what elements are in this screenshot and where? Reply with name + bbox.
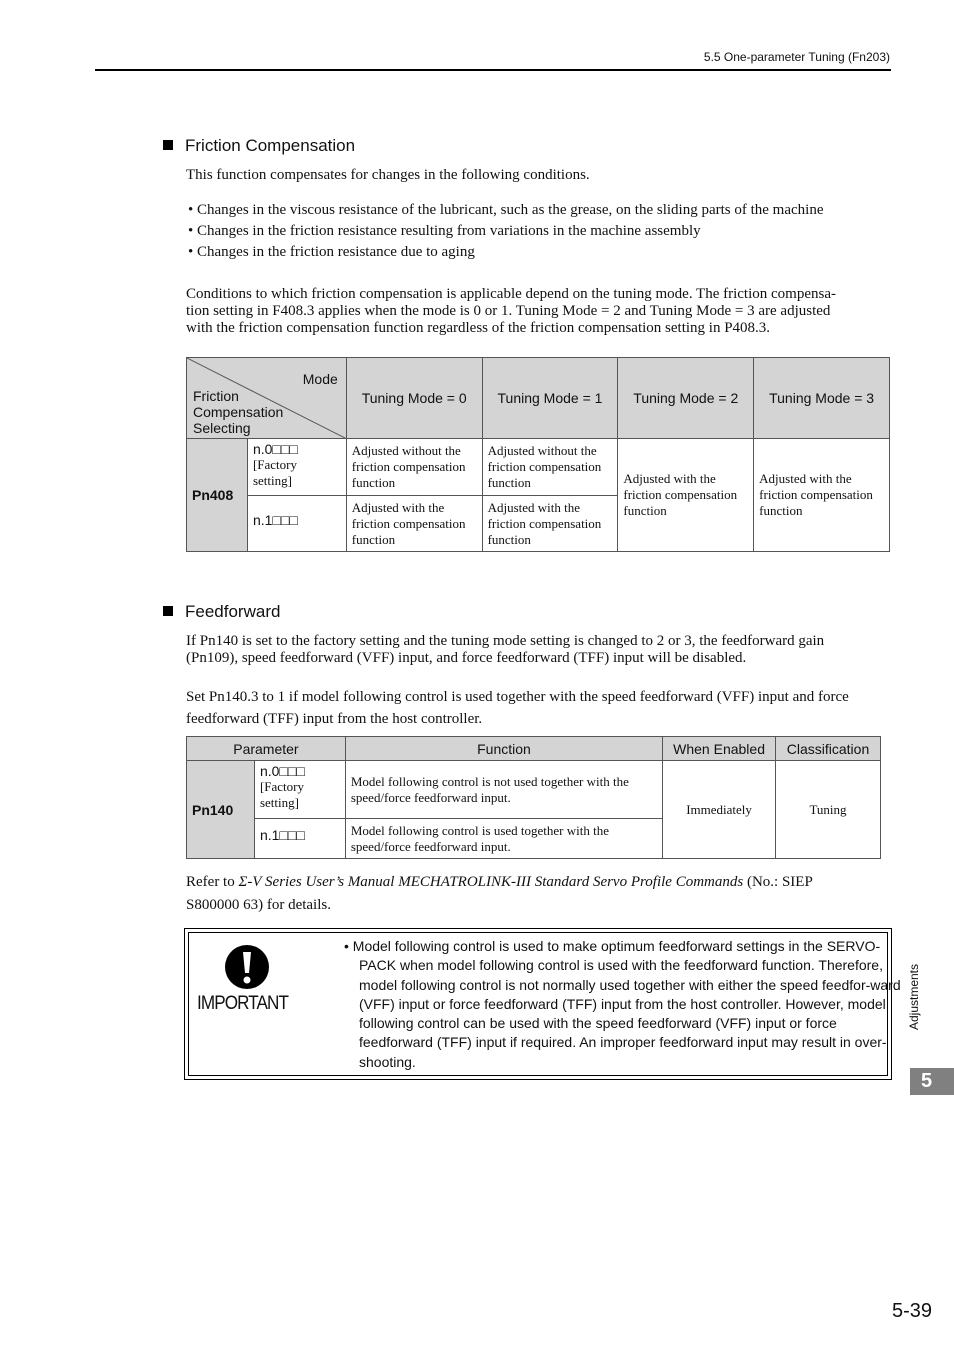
table-cell: Adjusted with the friction compensation function	[346, 496, 482, 552]
bullet-item: • Changes in the friction resistance due to aging	[188, 244, 475, 260]
table-cell: Adjusted without the friction compensation function	[482, 439, 618, 496]
heading-text: Friction Compensation	[185, 136, 356, 155]
manual-title: Σ-V Series User’s Manual MECHATROLINK-III Standard Servo Profile Commands	[238, 874, 744, 890]
feedforward-parameter-table	[186, 736, 881, 859]
col-header-mode-2: Tuning Mode = 2	[618, 358, 754, 439]
chapter-side-label: Adjustments	[907, 963, 921, 1031]
table-cell: Adjusted with the friction compensation function	[482, 496, 618, 552]
bullet-item: • Changes in the friction resistance resulting from variations in the machine assembly	[188, 223, 701, 239]
chapter-tab: 5	[910, 1068, 954, 1095]
function-cell: Model following control is used together with the speed/force feedforward input.	[345, 819, 662, 859]
reference-note: Refer to Σ-V Series User’s Manual MECHATROLINK-III Standard Servo Profile Commands (No.: SIEP S800000 63) for details.	[186, 874, 813, 913]
section-heading-feedforward	[163, 602, 280, 622]
col-header-parameter: Parameter	[187, 737, 346, 761]
col-header-mode-3: Tuning Mode = 3	[754, 358, 890, 439]
classification-cell: Tuning	[776, 761, 881, 859]
corner-mode-label: Mode	[302, 371, 338, 387]
table-corner-cell	[187, 358, 347, 439]
col-header-mode-0: Tuning Mode = 0	[346, 358, 482, 439]
running-header: 5.5 One-parameter Tuning (Fn203)	[703, 50, 890, 64]
square-bullet-icon	[163, 606, 173, 616]
col-header-function: Function	[345, 737, 662, 761]
feedforward-paragraph-2: Set Pn140.3 to 1 if model following control is used together with the speed feedforward (VFF) input and force feedforward (TFF) input from the host controller.	[186, 689, 849, 727]
section-heading-friction	[163, 136, 355, 156]
param-value: n.0□□□ [Factory setting]	[254, 761, 345, 819]
param-code: Pn140	[187, 761, 255, 859]
table-cell: Adjusted with the friction compensation function	[618, 439, 754, 552]
header-rule	[95, 69, 891, 71]
heading-text: Feedforward	[185, 602, 281, 621]
table-cell: Adjusted with the friction compensation function	[754, 439, 890, 552]
friction-intro: This function compensates for changes in the following conditions.	[186, 167, 590, 183]
corner-row-label: Friction Compensation Selecting	[193, 388, 284, 436]
exclamation-icon	[223, 943, 271, 991]
friction-compensation-table	[186, 357, 890, 552]
page-number: 5-39	[891, 1300, 932, 1322]
col-header-mode-1: Tuning Mode = 1	[482, 358, 618, 439]
table-cell: Adjusted without the friction compensation function	[346, 439, 482, 496]
param-value: n.1□□□	[247, 496, 346, 552]
param-code: Pn408	[187, 439, 248, 552]
important-label: IMPORTANT	[197, 993, 289, 1014]
square-bullet-icon	[163, 140, 173, 150]
param-value: n.0□□□ [Factory setting]	[247, 439, 346, 496]
friction-conditions-paragraph: Conditions to which friction compensation is applicable depend on the tuning mode. The friction compensa- tion setting in F408.3 applies when the mode is 0 or 1. Tuning Mode = 2 and Tuning Mode = 3 are adjusted with the friction compensation function regardless of the friction compensation setting in P408.3.	[186, 286, 836, 336]
feedforward-paragraph-1: If Pn140 is set to the factory setting and the tuning mode setting is changed to 2 or 3, the feedforward gain (Pn109), speed feedforward (VFF) input, and force feedforward (TFF) input will be disabled.	[186, 633, 825, 666]
function-cell: Model following control is not used together with the speed/force feedforward input.	[345, 761, 662, 819]
when-enabled-cell: Immediately	[663, 761, 776, 859]
important-text: • Model following control is used to make optimum feedforward settings in the SERVO-PACK when model following control is used with the feedforward function. Therefore, model following control is not normally used together with either the speed feedfor-ward (VFF) input or force feedforward (TFF) input from the host controller. However, model following control can be used with the speed feedforward (VFF) input or force feedforward (TFF) input if required. An improper feedforward input may result in over-shooting.	[344, 938, 901, 1070]
col-header-when-enabled: When Enabled	[663, 737, 776, 761]
important-notice	[184, 928, 901, 1080]
col-header-classification: Classification	[776, 737, 881, 761]
param-value: n.1□□□	[254, 819, 345, 859]
bullet-item: • Changes in the viscous resistance of the lubricant, such as the grease, on the sliding parts of the machine	[188, 202, 824, 218]
